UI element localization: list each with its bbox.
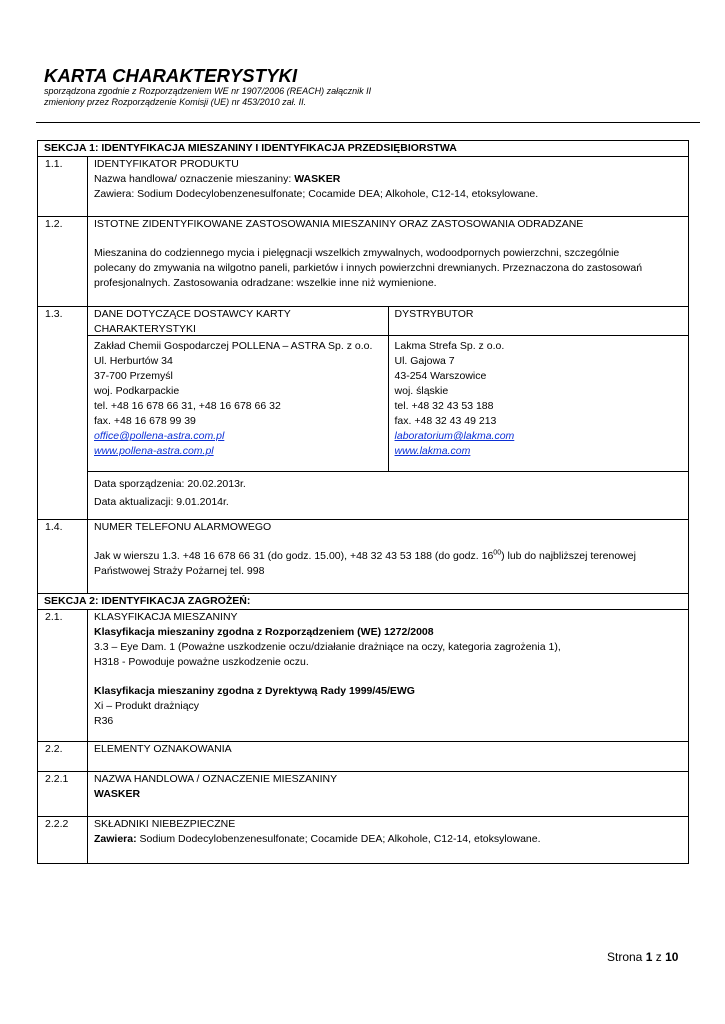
distributor-website-link[interactable]: www.lakma.com — [394, 445, 471, 457]
date-created: Data sporządzenia: 20.02.2013r. — [94, 478, 246, 490]
usage-line-3: profesjonalnych. Zastosowania odradzane: wszelkie inne niż wymienione. — [94, 277, 437, 289]
subsection-title: SKŁADNIKI NIEBEZPIECZNE — [94, 818, 236, 830]
usage-line-2: polecany do zmywania na wilgotno paneli, parkietów i innych powierzchni drewnianych. Przeznaczona do zastosowań — [94, 262, 643, 274]
emergency-text-end: ) lub do najbliższej terenowej — [501, 550, 636, 562]
row-number: 2.2. — [38, 742, 88, 772]
dsd-line-2: R36 — [94, 715, 114, 727]
supplier-line: Ul. Herburtów 34 — [94, 355, 173, 367]
dates-block — [88, 472, 688, 519]
distributor-line: 43-254 Warszowice — [394, 370, 487, 382]
row-2-1 — [38, 610, 689, 742]
page-label: Strona — [607, 950, 646, 964]
row-1-2 — [38, 217, 689, 307]
clp-line-2: H318 - Powoduje poważne uszkodzenie oczu. — [94, 656, 309, 668]
row-number: 2.2.2 — [38, 817, 88, 864]
row-number: 2.1. — [38, 610, 88, 742]
supplier-line: woj. Podkarpackie — [94, 385, 180, 397]
subsection-title: NAZWA HANDLOWA / OZNACZENIE MIESZANINY — [94, 773, 338, 785]
dsd-line-1: Xi – Produkt drażniący — [94, 700, 200, 712]
supplier-website-link[interactable]: www.pollena-astra.com.pl — [94, 445, 214, 457]
current-page: 1 — [645, 950, 653, 964]
contains-label: Zawiera: — [94, 833, 137, 845]
page-of: z — [652, 950, 666, 964]
document-header — [44, 66, 684, 108]
distributor-details — [389, 336, 689, 471]
subsection-title: ELEMENTY OZNAKOWANIA — [94, 743, 232, 755]
distributor-title: DYSTRYBUTOR — [394, 308, 474, 320]
distributor-line: Lakma Strefa Sp. z o.o. — [394, 340, 505, 352]
emergency-sup: 00 — [493, 549, 502, 557]
section-1-heading-row — [38, 141, 689, 157]
clp-line-1: 3.3 – Eye Dam. 1 (Poważne uszkodzenie oczu/działanie drażniące na oczy, kategoria zagrożenia 1), — [94, 641, 561, 653]
document-subtitle-2: zmieniony przez Rozporządzenie Komisji (UE) nr 453/2010 zał. II. — [44, 97, 307, 107]
date-updated: Data aktualizacji: 9.01.2014r. — [94, 496, 229, 508]
supplier-line: fax. +48 16 678 99 39 — [94, 415, 196, 427]
contains-line: Zawiera: Sodium Dodecylobenzenesulfonate; Cocamide DEA; Alkohole, C12-14, etoksylowane. — [94, 188, 539, 200]
emergency-line-1 — [94, 549, 682, 564]
product-name-label: Nazwa handlowa/ oznaczenie mieszaniny: — [94, 173, 295, 185]
header-divider — [36, 122, 700, 123]
emergency-text: Jak w wierszu 1.3. +48 16 678 66 31 (do godz. 15.00), +48 32 43 53 188 (do godz. 16 — [94, 550, 494, 562]
spacer — [94, 670, 682, 684]
row-content — [88, 307, 689, 520]
usage-line-1: Mieszanina do codziennego mycia i pielęgnacji wszelkich zmywalnych, wodoodpornych powierzchni, szczególnie — [94, 247, 620, 259]
supplier-line: 37-700 Przemyśl — [94, 370, 173, 382]
contact-details — [88, 336, 688, 472]
distributor-email-link[interactable]: laboratorium@lakma.com — [394, 430, 515, 442]
row-number: 1.2. — [38, 217, 88, 307]
sds-table — [37, 140, 689, 864]
row-content — [88, 610, 689, 742]
row-2-2-2 — [38, 817, 689, 864]
supplier-line: tel. +48 16 678 66 31, +48 16 678 66 32 — [94, 400, 281, 412]
supplier-title: DANE DOTYCZĄCE DOSTAWCY KARTY CHARAKTERYSTYKI — [88, 307, 389, 335]
section-2-heading-row — [38, 594, 689, 610]
subsection-title: NUMER TELEFONU ALARMOWEGO — [94, 521, 272, 533]
row-1-1 — [38, 157, 689, 217]
emergency-line-2: Państwowej Straży Pożarnej tel. 998 — [94, 565, 265, 577]
row-number: 1.4. — [38, 520, 88, 594]
row-number: 1.3. — [38, 307, 88, 520]
spacer — [94, 232, 682, 246]
distributor-line: fax. +48 32 43 49 213 — [394, 415, 497, 427]
spacer — [94, 535, 682, 549]
row-1-4 — [38, 520, 689, 594]
section-2-heading: SEKCJA 2: IDENTYFIKACJA ZAGROŻEŃ: — [38, 594, 689, 610]
distributor-line: Ul. Gajowa 7 — [394, 355, 455, 367]
hazardous-components-line — [94, 832, 682, 847]
row-2-2-1 — [38, 772, 689, 817]
row-content — [88, 817, 689, 864]
row-content — [88, 217, 689, 307]
row-content — [88, 520, 689, 594]
product-name-value: WASKER — [294, 173, 341, 185]
total-pages: 10 — [665, 950, 679, 964]
contact-titles — [88, 307, 688, 336]
document-subtitle-1: sporządzona zgodnie z Rozporządzeniem WE nr 1907/2006 (REACH) załącznik II — [44, 86, 372, 96]
row-content — [88, 742, 689, 772]
clp-heading: Klasyfikacja mieszaniny zgodna z Rozporządzeniem (WE) 1272/2008 — [94, 626, 434, 638]
supplier-email-link[interactable]: office@pollena-astra.com.pl — [94, 430, 225, 442]
row-1-3 — [38, 307, 689, 520]
contains-value: Sodium Dodecylobenzenesulfonate; Cocamide DEA; Alkohole, C12-14, etoksylowane. — [136, 833, 541, 845]
section-1-heading: SEKCJA 1: IDENTYFIKACJA MIESZANINY I IDENTYFIKACJA PRZEDSIĘBIORSTWA — [38, 141, 689, 157]
supplier-details — [88, 336, 389, 471]
dsd-heading: Klasyfikacja mieszaniny zgodna z Dyrektywą Rady 1999/45/EWG — [94, 685, 415, 697]
subsection-title: ISTOTNE ZIDENTYFIKOWANE ZASTOSOWANIA MIESZANINY ORAZ ZASTOSOWANIA ODRADZANE — [94, 218, 584, 230]
document-title: KARTA CHARAKTERYSTYKI — [44, 65, 298, 86]
subsection-title: KLASYFIKACJA MIESZANINY — [94, 611, 238, 623]
supplier-line: Zakład Chemii Gospodarczej POLLENA – ASTRA Sp. z o.o. — [94, 340, 373, 352]
row-content — [88, 157, 689, 217]
row-number: 1.1. — [38, 157, 88, 217]
row-number: 2.2.1 — [38, 772, 88, 817]
trade-name-value: WASKER — [94, 788, 141, 800]
row-2-2 — [38, 742, 689, 772]
product-name-line — [94, 172, 682, 187]
row-content — [88, 772, 689, 817]
distributor-line: tel. +48 32 43 53 188 — [394, 400, 494, 412]
subsection-title: IDENTYFIKATOR PRODUKTU — [94, 158, 239, 170]
page-number — [607, 950, 678, 964]
distributor-line: woj. śląskie — [394, 385, 449, 397]
